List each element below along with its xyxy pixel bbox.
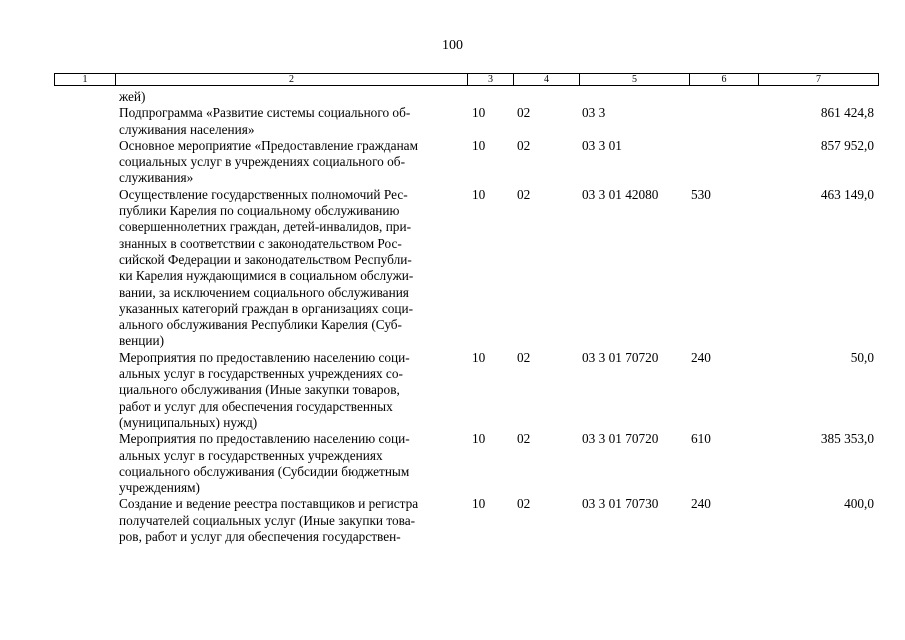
row-name-line: ров, работ и услуг для обеспечения государствен-	[119, 529, 401, 545]
row-target-article-code: 03 3 01 70730	[582, 496, 659, 512]
column-header-7: 7	[759, 74, 879, 86]
row-name-line: учреждениям)	[119, 480, 200, 496]
row-section-code: 10	[472, 105, 486, 121]
row-name-line: знанных в соответствии с законодательством Рос-	[119, 235, 402, 251]
row-name-line: (муниципальных) нужд)	[119, 414, 258, 430]
row-target-article-code: 03 3 01 70720	[582, 349, 659, 365]
row-name	[119, 138, 462, 187]
row-name	[119, 187, 462, 350]
row-subsection-code: 02	[517, 431, 531, 447]
row-section-code: 10	[472, 496, 486, 512]
row-subsection-code: 02	[517, 137, 531, 153]
column-header-2: 2	[116, 74, 468, 86]
column-header-4: 4	[514, 74, 580, 86]
column-header-6: 6	[690, 74, 759, 86]
column-header-3: 3	[468, 74, 514, 86]
row-name	[119, 350, 462, 431]
row-name-line: Осуществление государственных полномочий Рес-	[119, 186, 408, 202]
row-name-line: сийской Федерации и законодательством Республи-	[119, 251, 412, 267]
row-name-line: венции)	[119, 333, 164, 349]
row-subsection-code: 02	[517, 349, 531, 365]
row-name-line: ального обслуживания Республики Карелия (Суб-	[119, 317, 402, 333]
row-section-code: 10	[472, 349, 486, 365]
row-name-line: публики Карелия по социальному обслуживанию	[119, 203, 400, 219]
row-section-code: 10	[472, 431, 486, 447]
column-header-5: 5	[580, 74, 690, 86]
row-target-article-code: 03 3 01 42080	[582, 186, 659, 202]
row-name-line: Подпрограмма «Развитие системы социального об-	[119, 105, 411, 121]
row-subsection-code: 02	[517, 186, 531, 202]
row-subsection-code: 02	[517, 496, 531, 512]
row-name-line: Мероприятия по предоставлению населению соци-	[119, 349, 410, 365]
row-target-article-code: 03 3 01 70720	[582, 431, 659, 447]
page-number: 100	[442, 38, 463, 53]
budget-table-body	[0, 89, 905, 545]
row-name-line: вании, за исключением социального обслуживания	[119, 284, 409, 300]
table-row	[0, 138, 905, 187]
row-expense-type-code: 240	[691, 349, 711, 365]
row-expense-type-code: 530	[691, 186, 711, 202]
row-name-line: работ и услуг для обеспечения государственных	[119, 398, 393, 414]
row-amount: 463 149,0	[820, 186, 874, 202]
row-subsection-code: 02	[517, 105, 531, 121]
row-name-line: социальных услуг в учреждениях социального об-	[119, 154, 405, 170]
row-name-line: служивания»	[119, 170, 194, 186]
row-name	[119, 105, 462, 138]
row-amount: 50,0	[850, 349, 874, 365]
row-name-line: циального обслуживания (Иные закупки товаров,	[119, 382, 400, 398]
column-header-row	[55, 74, 879, 86]
row-amount: 400,0	[844, 496, 874, 512]
table-row	[0, 431, 905, 496]
row-name-line: Основное мероприятие «Предоставление гражданам	[119, 137, 418, 153]
table-row	[0, 496, 905, 545]
row-section-code: 10	[472, 137, 486, 153]
row-name-line: служивания населения»	[119, 121, 255, 137]
row-amount: 861 424,8	[820, 105, 874, 121]
row-name-line: Создание и ведение реестра поставщиков и регистра	[119, 496, 419, 512]
column-header-table	[54, 73, 879, 86]
row-name-line: Мероприятия по предоставлению населению соци-	[119, 431, 410, 447]
row-name-line: указанных категорий граждан в организациях соци-	[119, 300, 414, 316]
row-name-line: получателей социальных услуг (Иные закупки това-	[119, 512, 416, 528]
row-name-line: жей)	[119, 89, 146, 104]
row-expense-type-code: 240	[691, 496, 711, 512]
table-row	[0, 350, 905, 431]
row-target-article-code: 03 3 01	[582, 137, 622, 153]
row-name	[119, 89, 462, 105]
table-row	[0, 89, 905, 105]
row-name	[119, 431, 462, 496]
row-amount: 857 952,0	[820, 137, 874, 153]
row-name-line: социального обслуживания (Субсидии бюджетным	[119, 463, 410, 479]
row-name	[119, 496, 462, 545]
column-header-1: 1	[55, 74, 116, 86]
table-row	[0, 105, 905, 138]
row-section-code: 10	[472, 186, 486, 202]
row-name-line: альных услуг в государственных учреждениях	[119, 447, 383, 463]
row-name-line: ки Карелия нуждающимися в социальном обслужи-	[119, 268, 414, 284]
row-expense-type-code: 610	[691, 431, 711, 447]
row-name-line: совершеннолетних граждан, детей-инвалидов, при-	[119, 219, 411, 235]
row-name-line: альных услуг в государственных учреждениях со-	[119, 366, 403, 382]
row-amount: 385 353,0	[820, 431, 874, 447]
row-target-article-code: 03 3	[582, 105, 606, 121]
table-row	[0, 187, 905, 350]
